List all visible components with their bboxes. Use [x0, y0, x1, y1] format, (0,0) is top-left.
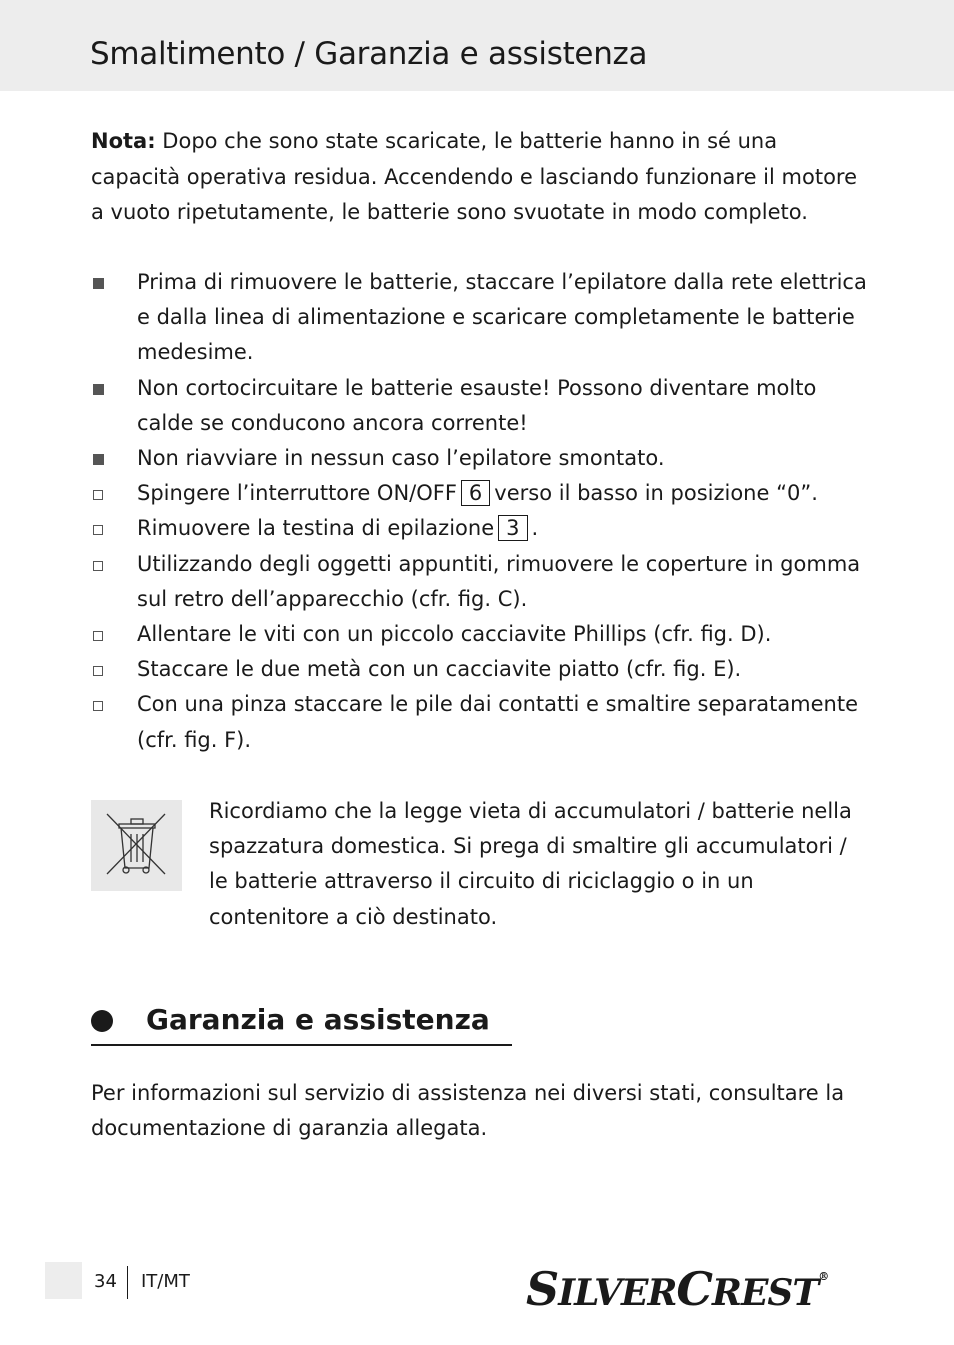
page-number: 34 — [94, 1271, 117, 1292]
checkbox-bullet-icon — [93, 701, 103, 711]
bullet-dot-icon — [91, 1010, 113, 1032]
brand-logo: SILVERCREST® — [526, 1262, 830, 1316]
list-item: Con una pinza staccare le pile dai contatti e smaltire separatamente (cfr. fig. F). — [91, 687, 871, 757]
section-heading — [91, 1000, 512, 1046]
note-text: Dopo che sono state scaricate, le batterie hanno in sé una capacità operativa residua. Accendendo e lasciando funzionare il motore a vuoto ripetutamente, le batterie sono svuotate in modo completo. — [91, 129, 858, 224]
note-label: Nota: — [91, 129, 156, 153]
steps-list — [91, 265, 871, 758]
page-title: Smaltimento / Garanzia e assistenza — [90, 36, 648, 72]
recycling-text: Ricordiamo che la legge vieta di accumulatori / batterie nella spazzatura domestica. Si prega di smaltire gli accumulatori / le batterie attraverso il circuito di riciclaggio o in un contenitore a ciò destinato. — [209, 799, 852, 929]
checkbox-bullet-icon — [93, 490, 103, 500]
square-bullet-icon — [93, 454, 104, 465]
square-bullet-icon — [93, 384, 104, 395]
section-title: Garanzia e assistenza — [146, 1003, 490, 1036]
list-item: Utilizzando degli oggetti appuntiti, rimuovere le coperture in gomma sul retro dell’apparecchio (cfr. fig. C). — [91, 547, 871, 617]
list-item: Non riavviare in nessun caso l’epilatore smontato. — [91, 441, 871, 476]
list-item: Non cortocircuitare le batterie esauste! Possono diventare molto calde se conducono ancora corrente! — [91, 371, 871, 441]
crossed-out-bin-icon — [91, 800, 182, 891]
list-item: Allentare le viti con un piccolo cacciavite Phillips (cfr. fig. D). — [91, 617, 871, 652]
list-item: Spingere l’interruttore ON/OFF 6 verso il basso in posizione “0”. — [91, 476, 871, 511]
footer-divider — [127, 1266, 128, 1299]
locale-label: IT/MT — [141, 1271, 190, 1292]
square-bullet-icon — [93, 278, 104, 289]
list-item: Rimuovere la testina di epilazione 3 . — [91, 511, 871, 546]
footer-marker — [45, 1262, 82, 1299]
note-paragraph — [91, 124, 871, 231]
part-reference: 3 — [498, 515, 527, 541]
list-item: Prima di rimuovere le batterie, staccare l’epilatore dalla rete elettrica e dalla linea di alimentazione e scaricare completamente le batterie medesime. — [91, 265, 871, 371]
list-item: Staccare le due metà con un cacciavite piatto (cfr. fig. E). — [91, 652, 871, 687]
checkbox-bullet-icon — [93, 525, 103, 535]
warranty-text: Per informazioni sul servizio di assistenza nei diversi stati, consultare la documentazione di garanzia allegata. — [91, 1081, 845, 1141]
checkbox-bullet-icon — [93, 631, 103, 641]
checkbox-bullet-icon — [93, 666, 103, 676]
checkbox-bullet-icon — [93, 561, 103, 571]
part-reference: 6 — [461, 480, 490, 506]
